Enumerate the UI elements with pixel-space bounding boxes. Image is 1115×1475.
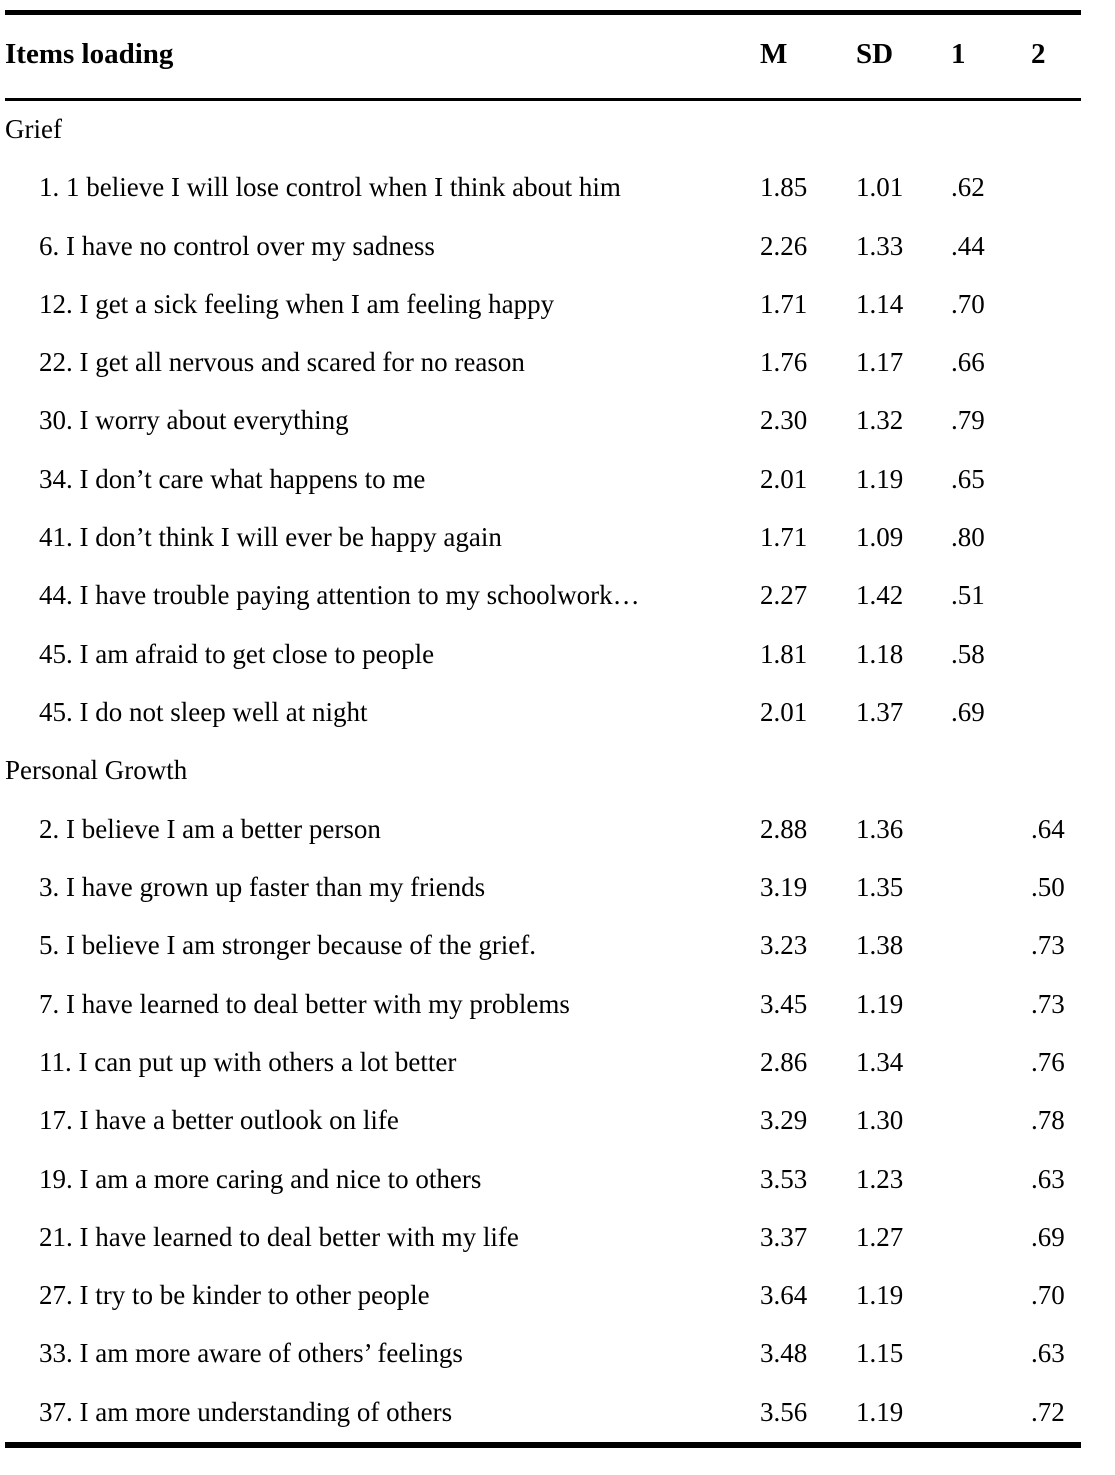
item-label-cell: 22. I get all nervous and scared for no reason [39, 347, 525, 378]
item-label-cell: 30. I worry about everything [39, 405, 349, 436]
table-row [5, 1267, 1081, 1325]
item-label-cell: 33. I am more aware of others’ feelings [39, 1338, 463, 1369]
sd-value-cell: 1.36 [856, 813, 904, 844]
table-row [5, 159, 1081, 217]
mean-value-cell: 2.26 [760, 230, 808, 261]
item-label-cell: 21. I have learned to deal better with my life [39, 1221, 519, 1252]
factor1-value-cell [951, 976, 1031, 1034]
table-row [5, 626, 1081, 684]
factor1-value-cell [951, 1267, 1031, 1325]
factor1-value-cell [951, 1151, 1031, 1209]
mean-value-cell: 2.30 [760, 405, 808, 436]
factor2-value-cell: .69 [1031, 1221, 1065, 1252]
mean-value-cell: 3.64 [760, 1280, 808, 1311]
sd-value-cell: 1.14 [856, 288, 904, 319]
mean-value-cell: 1.85 [760, 172, 808, 203]
item-label-cell: 6. I have no control over my sadness [39, 230, 435, 261]
table-row [5, 392, 1081, 450]
factor1-value-cell: .51 [951, 580, 985, 611]
table-row [5, 276, 1081, 334]
item-label-cell: 45. I do not sleep well at night [39, 697, 368, 728]
sd-value-cell: 1.37 [856, 697, 904, 728]
factor1-value-cell [951, 917, 1031, 975]
item-label-cell: 11. I can put up with others a lot better [39, 1046, 457, 1077]
section-title: Grief [5, 113, 62, 144]
table-body [5, 99, 1081, 1445]
sd-value-cell: 1.27 [856, 1221, 904, 1252]
factor2-value-cell [1031, 218, 1081, 276]
mean-value-cell: 2.88 [760, 813, 808, 844]
item-label-cell: 44. I have trouble paying attention to my schoolwork… [39, 580, 640, 611]
sd-value-cell: 1.42 [856, 580, 904, 611]
column-header-mean: M [760, 13, 856, 100]
table-row [5, 1209, 1081, 1267]
item-label-cell: 7. I have learned to deal better with my problems [39, 988, 570, 1019]
factor2-value-cell: .78 [1031, 1105, 1065, 1136]
header-row [5, 13, 1081, 100]
factor2-value-cell [1031, 509, 1081, 567]
factor2-value-cell [1031, 392, 1081, 450]
factor2-value-cell: .73 [1031, 988, 1065, 1019]
mean-value-cell: 3.56 [760, 1396, 808, 1427]
table-row [5, 451, 1081, 509]
factor1-value-cell [951, 1092, 1031, 1150]
mean-value-cell: 2.86 [760, 1046, 808, 1077]
mean-value-cell: 2.01 [760, 463, 808, 494]
factor2-value-cell [1031, 159, 1081, 217]
factor2-value-cell [1031, 684, 1081, 742]
sd-value-cell: 1.18 [856, 638, 904, 669]
section-title: Personal Growth [5, 755, 188, 786]
mean-value-cell: 3.37 [760, 1221, 808, 1252]
table-row [5, 509, 1081, 567]
column-header-factor1: 1 [951, 13, 1031, 100]
sd-value-cell: 1.30 [856, 1105, 904, 1136]
column-header-sd: SD [856, 13, 951, 100]
sd-value-cell: 1.19 [856, 1396, 904, 1427]
item-label-cell: 3. I have grown up faster than my friends [39, 871, 486, 902]
section-row [5, 99, 1081, 159]
item-label-cell: 45. I am afraid to get close to people [39, 638, 435, 669]
mean-value-cell: 1.81 [760, 638, 808, 669]
factor2-value-cell [1031, 276, 1081, 334]
factor2-value-cell: .64 [1031, 813, 1065, 844]
table-row [5, 218, 1081, 276]
sd-value-cell: 1.01 [856, 172, 904, 203]
sd-value-cell: 1.19 [856, 988, 904, 1019]
factor1-value-cell [951, 859, 1031, 917]
mean-value-cell: 3.53 [760, 1163, 808, 1194]
table-row [5, 859, 1081, 917]
factor2-value-cell [1031, 451, 1081, 509]
table-row [5, 567, 1081, 625]
table-header [5, 13, 1081, 100]
item-label-cell: 19. I am a more caring and nice to others [39, 1163, 482, 1194]
factor-loading-table [5, 10, 1081, 1448]
table-row [5, 334, 1081, 392]
item-label-cell: 2. I believe I am a better person [39, 813, 381, 844]
sd-value-cell: 1.35 [856, 871, 904, 902]
factor1-value-cell: .66 [951, 347, 985, 378]
section-row [5, 742, 1081, 800]
item-label-cell: 12. I get a sick feeling when I am feeling happy [39, 288, 555, 319]
column-header-items-loading: Items loading [5, 13, 760, 100]
table-row [5, 1384, 1081, 1445]
table-row [5, 684, 1081, 742]
factor1-value-cell [951, 1034, 1031, 1092]
item-label-cell: 34. I don’t care what happens to me [39, 463, 426, 494]
factor2-value-cell [1031, 334, 1081, 392]
factor1-value-cell [951, 1325, 1031, 1383]
factor1-value-cell: .80 [951, 522, 985, 553]
sd-value-cell: 1.34 [856, 1046, 904, 1077]
column-header-factor2: 2 [1031, 13, 1081, 100]
sd-value-cell: 1.17 [856, 347, 904, 378]
factor1-value-cell [951, 801, 1031, 859]
sd-value-cell: 1.19 [856, 463, 904, 494]
factor1-value-cell: .70 [951, 288, 985, 319]
factor2-value-cell: .72 [1031, 1396, 1065, 1427]
table-row [5, 1151, 1081, 1209]
factor2-value-cell: .50 [1031, 871, 1065, 902]
mean-value-cell: 1.71 [760, 522, 808, 553]
mean-value-cell: 3.29 [760, 1105, 808, 1136]
item-label-cell: 5. I believe I am stronger because of the grief. [39, 930, 537, 961]
factor1-value-cell: .58 [951, 638, 985, 669]
factor2-value-cell: .63 [1031, 1338, 1065, 1369]
factor1-value-cell: .65 [951, 463, 985, 494]
mean-value-cell: 3.45 [760, 988, 808, 1019]
factor2-value-cell: .70 [1031, 1280, 1065, 1311]
mean-value-cell: 2.01 [760, 697, 808, 728]
factor1-value-cell: .62 [951, 172, 985, 203]
item-label-cell: 27. I try to be kinder to other people [39, 1280, 430, 1311]
factor2-value-cell: .63 [1031, 1163, 1065, 1194]
factor1-value-cell: .79 [951, 405, 985, 436]
sd-value-cell: 1.38 [856, 930, 904, 961]
factor1-value-cell: .44 [951, 230, 985, 261]
mean-value-cell: 1.76 [760, 347, 808, 378]
table-row [5, 1092, 1081, 1150]
factor2-value-cell: .76 [1031, 1046, 1065, 1077]
sd-value-cell: 1.15 [856, 1338, 904, 1369]
item-label-cell: 1. 1 believe I will lose control when I think about him [39, 172, 621, 203]
mean-value-cell: 2.27 [760, 580, 808, 611]
factor2-value-cell: .73 [1031, 930, 1065, 961]
item-label-cell: 17. I have a better outlook on life [39, 1105, 399, 1136]
sd-value-cell: 1.19 [856, 1280, 904, 1311]
table-row [5, 917, 1081, 975]
sd-value-cell: 1.09 [856, 522, 904, 553]
mean-value-cell: 3.23 [760, 930, 808, 961]
mean-value-cell: 1.71 [760, 288, 808, 319]
mean-value-cell: 3.19 [760, 871, 808, 902]
table-row [5, 1034, 1081, 1092]
sd-value-cell: 1.33 [856, 230, 904, 261]
factor2-value-cell [1031, 567, 1081, 625]
sd-value-cell: 1.32 [856, 405, 904, 436]
factor2-value-cell [1031, 626, 1081, 684]
item-label-cell: 41. I don’t think I will ever be happy again [39, 522, 502, 553]
item-label-cell: 37. I am more understanding of others [39, 1396, 453, 1427]
table-row [5, 976, 1081, 1034]
sd-value-cell: 1.23 [856, 1163, 904, 1194]
factor1-value-cell [951, 1384, 1031, 1445]
table-row [5, 1325, 1081, 1383]
mean-value-cell: 3.48 [760, 1338, 808, 1369]
factor1-value-cell: .69 [951, 697, 985, 728]
factor1-value-cell [951, 1209, 1031, 1267]
table-row [5, 801, 1081, 859]
